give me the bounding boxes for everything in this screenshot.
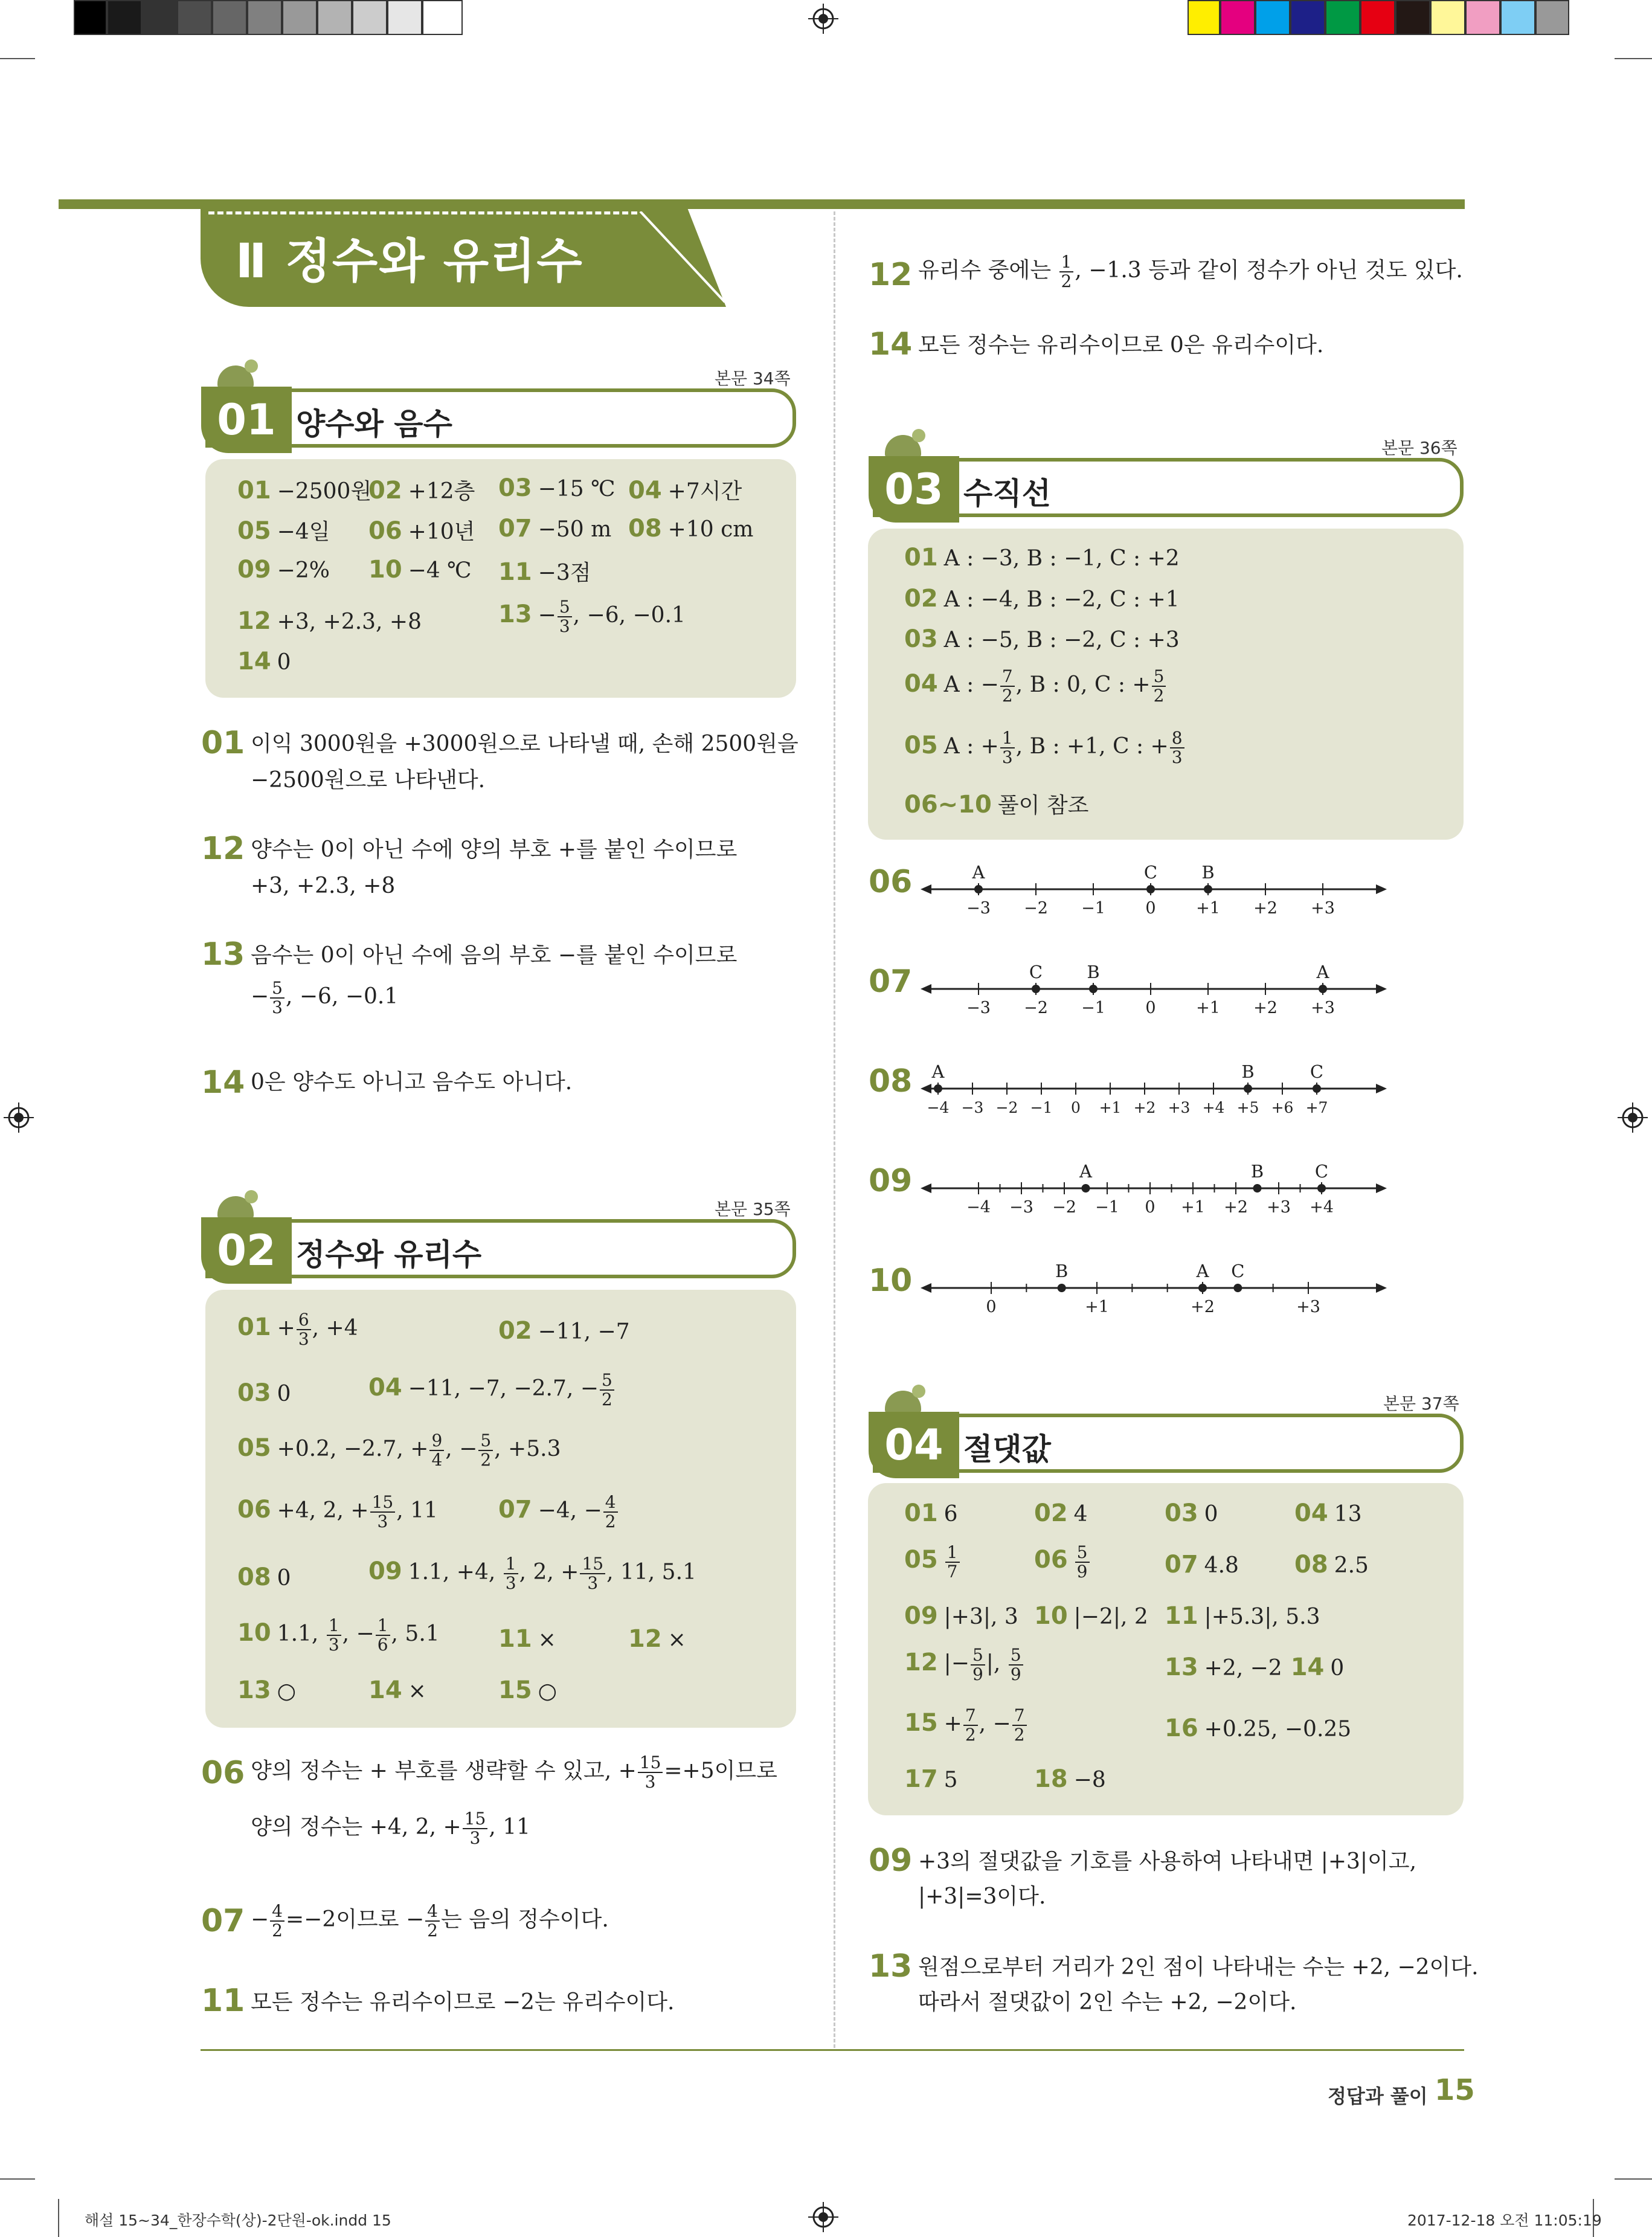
tick-label: +6 — [1271, 1099, 1294, 1116]
point-label: C — [1314, 1161, 1329, 1182]
tick-label: +3 — [1311, 899, 1335, 918]
explanation-text: +3, +2.3, +8 — [251, 874, 396, 898]
section-title: 정수와 유리수 — [296, 1237, 482, 1272]
answer-item: 13 +2, −2 14 0 — [1165, 1653, 1345, 1681]
tick-label: +1 — [1196, 899, 1220, 918]
crop-mark — [1615, 58, 1652, 59]
answer-item: 02 4 — [1034, 1499, 1088, 1527]
answer-item: 10 1.1, $\frac{1}{3}$ , − $\frac{1}{6}$ , 5.1 — [237, 1615, 440, 1655]
point-marker — [974, 885, 983, 893]
explanation-number: 09 — [869, 1843, 913, 1879]
section-number: 01 — [201, 387, 292, 453]
registration-mark-icon — [808, 4, 838, 34]
point-marker — [1233, 1284, 1242, 1292]
tick-label: +7 — [1305, 1099, 1328, 1116]
number-line — [918, 858, 1389, 924]
crop-mark — [0, 2178, 35, 2180]
answer-item: 12 |− $\frac{5}{9}$ |, $\frac{5}{9}$ — [904, 1646, 1024, 1684]
explanation-text: 따라서 절댓값이 2인 수는 +2, −2이다. — [918, 1990, 1297, 2015]
section-header — [205, 1219, 796, 1278]
answer-item: 17 5 — [904, 1765, 958, 1793]
tick-label: −4 — [966, 1198, 991, 1217]
arrow-left-icon — [921, 1183, 931, 1193]
answer-item: 05 −4일 — [237, 517, 330, 545]
answer-item: 02 −11, −7 — [498, 1317, 630, 1345]
explanation-text: − $\frac{4}{2}$ =−2이므로 − $\frac{4}{2}$ 는 음의 정수이다. — [251, 1901, 609, 1940]
section-header — [873, 1414, 1464, 1473]
point-marker — [934, 1084, 942, 1093]
explanation-text: 모든 정수는 유리수이므로 0은 유리수이다. — [918, 333, 1324, 358]
page-reference: 본문 34쪽 — [715, 369, 791, 388]
point-label: A — [1196, 1261, 1209, 1281]
tick-label: −3 — [961, 1099, 984, 1116]
numberline-label: 09 — [869, 1163, 913, 1199]
section-title: 수직선 — [963, 476, 1051, 511]
registration-mark-icon — [1618, 1102, 1648, 1133]
explanation-number: 12 — [201, 831, 245, 867]
answer-item: 04 A : − $\frac{7}{2}$ , B : 0, C : + $\frac{5}{2}$ — [904, 668, 1167, 705]
explanation-number: 12 — [869, 257, 913, 293]
point-label: C — [1029, 962, 1043, 982]
turtle-head-icon — [245, 1190, 258, 1203]
chapter-title: Ⅱ 정수와 유리수 — [236, 234, 583, 289]
arrow-left-icon — [921, 984, 931, 994]
arrow-left-icon — [921, 884, 931, 894]
tick-label: 0 — [1145, 999, 1156, 1017]
tick-label: 0 — [1145, 899, 1156, 918]
page-reference: 본문 37쪽 — [1383, 1394, 1459, 1414]
section-number: 02 — [201, 1217, 292, 1284]
answer-item: 01 + $\frac{6}{3}$ , +4 — [237, 1310, 358, 1349]
point-marker — [1146, 885, 1155, 893]
answer-item: 09 |+3|, 3 — [904, 1602, 1018, 1630]
explanation-number: 14 — [869, 326, 913, 362]
explanation-number: 13 — [869, 1948, 913, 1984]
answer-item: 08 2.5 — [1294, 1551, 1369, 1579]
tick-label: +2 — [1253, 899, 1278, 918]
point-label: A — [972, 862, 985, 883]
tick-label: +2 — [1133, 1099, 1156, 1116]
number-line — [918, 1257, 1389, 1323]
tick-label: +3 — [1296, 1298, 1320, 1316]
point-label: C — [1310, 1061, 1324, 1082]
answer-item: 03 −15 ℃ — [498, 474, 615, 502]
answer-item: 04 13 — [1294, 1499, 1362, 1527]
answer-item: 07 −50 m — [498, 515, 612, 542]
number-line — [918, 1057, 1389, 1124]
footer-file: 해설 15~34_한장수학(상)-2단원-ok.indd 15 — [85, 2212, 391, 2229]
point-label: B — [1201, 862, 1215, 883]
section-title: 절댓값 — [963, 1432, 1051, 1467]
point-marker — [1058, 1284, 1066, 1292]
section-number: 03 — [869, 456, 959, 523]
registration-mark-icon — [808, 2202, 838, 2232]
explanation-text: 양수는 0이 아닌 수에 양의 부호 +를 붙인 수이므로 — [251, 837, 738, 862]
point-label: B — [1241, 1061, 1255, 1082]
answer-item: 06 +10년 — [368, 517, 475, 545]
turtle-head-icon — [912, 429, 925, 442]
explanation-text: 0은 양수도 아니고 음수도 아니다. — [251, 1070, 573, 1095]
answer-item: 13 ○ — [237, 1676, 297, 1704]
tick-label: 0 — [1071, 1099, 1081, 1116]
answer-item: 03 0 — [237, 1379, 291, 1407]
column-divider — [834, 211, 835, 2048]
number-line — [918, 958, 1389, 1024]
answer-item: 11 |+5.3|, 5.3 — [1165, 1602, 1320, 1630]
tick-label: +3 — [1267, 1198, 1291, 1217]
answer-item: 15 ○ — [498, 1676, 558, 1704]
arrow-right-icon — [1376, 1084, 1387, 1093]
crop-mark — [58, 2199, 59, 2237]
numberline-label: 08 — [869, 1063, 913, 1099]
answer-item: 11 × — [498, 1625, 556, 1653]
answer-item: 04 +7시간 — [628, 477, 742, 504]
answer-item: 08 +10 cm — [628, 515, 754, 542]
answer-item: 12 × — [628, 1625, 686, 1653]
numberline-label: 10 — [869, 1263, 913, 1299]
answer-item: 07 4.8 — [1165, 1551, 1239, 1579]
tick-label: +4 — [1310, 1198, 1334, 1217]
tick-label: +4 — [1202, 1099, 1225, 1116]
tick-label: +2 — [1191, 1298, 1215, 1316]
registration-mark-icon — [4, 1102, 34, 1133]
arrow-left-icon — [921, 1084, 931, 1093]
point-marker — [1204, 885, 1212, 893]
point-marker — [1244, 1084, 1252, 1093]
answer-item: 18 −8 — [1034, 1765, 1106, 1793]
explanation-number: 06 — [201, 1755, 245, 1791]
answer-item: 01 A : −3, B : −1, C : +2 — [904, 544, 1180, 571]
answer-item: 14 × — [368, 1676, 426, 1704]
turtle-head-icon — [912, 1385, 925, 1398]
answer-item: 05 +0.2, −2.7, + $\frac{9}{4}$ , − $\frac{5}{2}$ , +5.3 — [237, 1431, 561, 1470]
tick-label: −2 — [1052, 1198, 1076, 1217]
section-header — [873, 458, 1464, 517]
point-marker — [1319, 985, 1327, 993]
point-label: C — [1143, 862, 1158, 883]
tick-label: +1 — [1099, 1099, 1122, 1116]
answer-item: 10 |−2|, 2 — [1034, 1602, 1148, 1630]
answer-item: 09 −2% — [237, 556, 330, 584]
point-label: B — [1087, 962, 1100, 982]
answer-item: 01 −2500원 — [237, 477, 372, 504]
answer-item: 04 −11, −7, −2.7, − $\frac{5}{2}$ — [368, 1371, 615, 1409]
answer-item: 09 1.1, +4, $\frac{1}{3}$ , 2, + $\frac{15}{3}$ , 11, 5.1 — [368, 1554, 696, 1593]
explanation-number: 14 — [201, 1064, 245, 1101]
turtle-head-icon — [245, 359, 258, 373]
point-marker — [1198, 1284, 1207, 1292]
tick-label: −3 — [1009, 1198, 1033, 1217]
answer-item: 03 A : −5, B : −2, C : +3 — [904, 625, 1180, 653]
tick-label: −3 — [966, 899, 991, 918]
explanation-text: 이익 3000원을 +3000원으로 나타낼 때, 손해 2500원을 — [251, 732, 799, 756]
tick-label: −1 — [1081, 999, 1105, 1017]
answer-item: 10 −4 ℃ — [368, 556, 472, 584]
arrow-right-icon — [1376, 1283, 1387, 1293]
section-header — [205, 388, 796, 448]
chapter-tab-slash — [634, 211, 731, 308]
point-marker — [1032, 985, 1040, 993]
point-marker — [1317, 1184, 1326, 1193]
bottom-rule — [201, 2049, 1464, 2051]
tick-label: −1 — [1030, 1099, 1053, 1116]
point-marker — [1089, 985, 1098, 993]
arrow-right-icon — [1376, 1183, 1387, 1193]
explanation-text: 유리수 중에는 $\frac{1}{2}$ , −1.3 등과 같이 정수가 아닌 것도 있다. — [918, 252, 1463, 291]
page-number: 15 — [1435, 2073, 1475, 2107]
explanation-text: 모든 정수는 유리수이므로 −2는 유리수이다. — [251, 1990, 675, 2015]
tick-label: +1 — [1196, 999, 1220, 1017]
tick-label: +3 — [1311, 999, 1335, 1017]
point-label: A — [931, 1061, 945, 1082]
tick-label: +2 — [1224, 1198, 1248, 1217]
explanation-text: |+3|=3이다. — [918, 1884, 1046, 1909]
answer-item: 08 0 — [237, 1563, 291, 1591]
answer-item: 11 −3점 — [498, 558, 591, 586]
tick-label: −2 — [995, 1099, 1018, 1116]
tick-label: +1 — [1181, 1198, 1205, 1217]
explanation-number: 13 — [201, 936, 245, 973]
page-reference: 본문 35쪽 — [715, 1199, 791, 1219]
answer-item: 12 +3, +2.3, +8 — [237, 607, 422, 635]
explanation-text: 양의 정수는 + 부호를 생략할 수 있고, + $\frac{15}{3}$ =+5이므로 — [251, 1753, 777, 1792]
tick-label: −2 — [1024, 999, 1048, 1017]
answer-item: 03 0 — [1165, 1499, 1218, 1527]
tick-label: −1 — [1081, 899, 1105, 918]
explanation-text: 양의 정수는 +4, 2, + $\frac{15}{3}$ , 11 — [251, 1809, 531, 1848]
point-label: C — [1231, 1261, 1245, 1281]
point-label: A — [1079, 1161, 1092, 1182]
explanation-number: 01 — [201, 725, 245, 761]
crop-mark — [0, 58, 35, 59]
point-marker — [1082, 1184, 1090, 1193]
tick-label: +2 — [1253, 999, 1278, 1017]
answer-item: 01 6 — [904, 1499, 958, 1527]
tick-label: +5 — [1236, 1099, 1259, 1116]
point-label: B — [1055, 1261, 1069, 1281]
tick-label: +1 — [1085, 1298, 1109, 1316]
point-marker — [1313, 1084, 1321, 1093]
answer-item: 15 + $\frac{7}{2}$ , − $\frac{7}{2}$ — [904, 1707, 1028, 1744]
answer-item: 05 A : + $\frac{1}{3}$ , B : +1, C : + $\frac{8}{3}$ — [904, 729, 1186, 767]
tick-label: −3 — [966, 999, 991, 1017]
answer-item: 05 $\frac{1}{7}$ — [904, 1543, 961, 1581]
tick-label: −1 — [1095, 1198, 1119, 1217]
tick-label: 0 — [986, 1298, 997, 1316]
explanation-number: 07 — [201, 1903, 245, 1939]
tick-label: −4 — [927, 1099, 950, 1116]
answer-item: 02 A : −4, B : −2, C : +1 — [904, 585, 1180, 613]
numberline-label: 06 — [869, 864, 913, 900]
tick-label: 0 — [1145, 1198, 1155, 1217]
answer-item: 02 +12층 — [368, 477, 475, 504]
tick-label: −2 — [1024, 899, 1048, 918]
crop-mark — [1615, 2178, 1652, 2180]
explanation-text: − $\frac{5}{3}$ , −6, −0.1 — [251, 978, 399, 1017]
explanation-text: +3의 절댓값을 기호를 사용하여 나타내면 |+3|이고, — [918, 1849, 1417, 1874]
answer-item: 16 +0.25, −0.25 — [1165, 1714, 1352, 1742]
section-number: 04 — [869, 1412, 959, 1478]
tick-label: +3 — [1168, 1099, 1191, 1116]
arrow-right-icon — [1376, 884, 1387, 894]
answer-item: 13 − $\frac{5}{3}$ , −6, −0.1 — [498, 597, 686, 636]
number-line — [918, 1157, 1389, 1223]
footer-date: 2017-12-18 오전 11:05:19 — [1407, 2212, 1602, 2229]
chapter-dash-line — [208, 211, 637, 214]
numberline-label: 07 — [869, 964, 913, 1000]
answer-item: 06~10 풀이 참조 — [904, 791, 1089, 819]
answer-item: 07 −4, − $\frac{4}{2}$ — [498, 1493, 619, 1531]
point-label: A — [1316, 962, 1329, 982]
answer-item: 06 +4, 2, + $\frac{15}{3}$ , 11 — [237, 1492, 438, 1531]
page-label: 정답과 풀이 — [1328, 2085, 1428, 2108]
section-title: 양수와 음수 — [296, 407, 452, 442]
answer-item: 06 $\frac{5}{9}$ — [1034, 1543, 1091, 1581]
arrow-left-icon — [921, 1283, 931, 1293]
explanation-text: 원점으로부터 거리가 2인 점이 나타내는 수는 +2, −2이다. — [918, 1955, 1479, 1980]
arrow-right-icon — [1376, 984, 1387, 994]
point-marker — [1253, 1184, 1262, 1193]
explanation-number: 11 — [201, 1983, 245, 2019]
answer-item: 14 0 — [237, 648, 291, 675]
page-reference: 본문 36쪽 — [1381, 438, 1458, 458]
explanation-text: 음수는 0이 아닌 수에 음의 부호 −를 붙인 수이므로 — [251, 943, 738, 968]
point-label: B — [1250, 1161, 1264, 1182]
explanation-text: −2500원으로 나타낸다. — [251, 768, 486, 793]
